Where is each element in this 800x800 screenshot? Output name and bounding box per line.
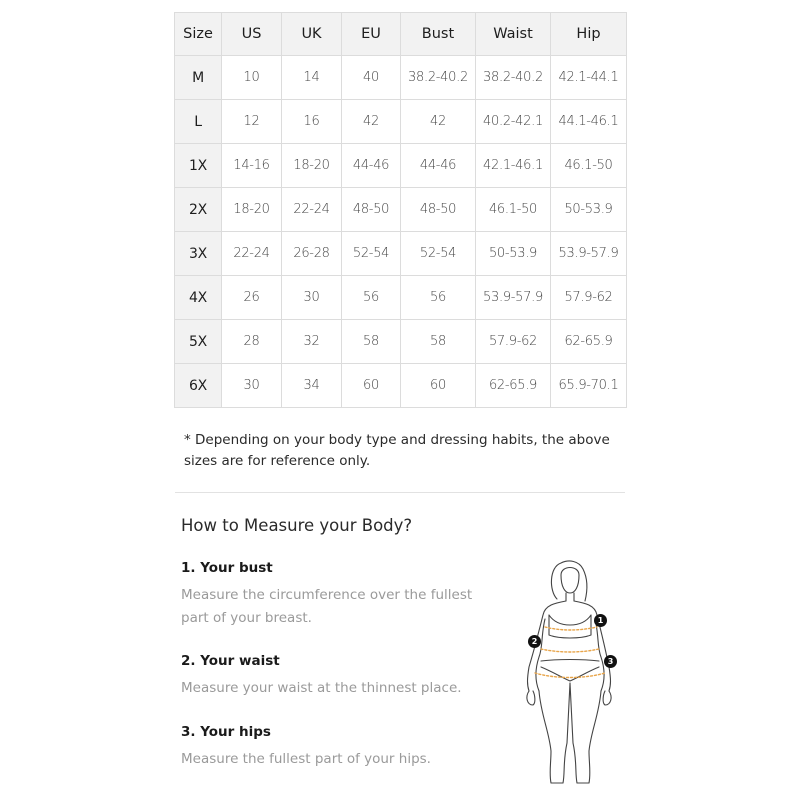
header-bust: Bust bbox=[401, 13, 476, 56]
table-cell: 62-65.9 bbox=[476, 364, 551, 408]
table-cell: 46.1-50 bbox=[476, 188, 551, 232]
marker-bust: 1 bbox=[594, 614, 607, 627]
table-row bbox=[175, 364, 627, 408]
measure-guide-title: How to Measure your Body? bbox=[181, 516, 413, 535]
table-cell: 58 bbox=[401, 320, 476, 364]
size-label-cell: 5X bbox=[175, 320, 222, 364]
header-size: Size bbox=[175, 13, 222, 56]
table-row bbox=[175, 56, 627, 100]
table-cell: 26-28 bbox=[282, 232, 342, 276]
header-eu: EU bbox=[342, 13, 401, 56]
table-cell: 50-53.9 bbox=[551, 188, 627, 232]
table-cell: 52-54 bbox=[342, 232, 401, 276]
table-cell: 32 bbox=[282, 320, 342, 364]
table-cell: 26 bbox=[222, 276, 282, 320]
table-cell: 60 bbox=[342, 364, 401, 408]
size-label-cell: 6X bbox=[175, 364, 222, 408]
table-cell: 53.9-57.9 bbox=[476, 276, 551, 320]
step-description: Measure your waist at the thinnest place. bbox=[181, 680, 462, 696]
step-description: Measure the fullest part of your hips. bbox=[181, 751, 431, 767]
table-row bbox=[175, 320, 627, 364]
table-cell: 65.9-70.1 bbox=[551, 364, 627, 408]
table-cell: 16 bbox=[282, 100, 342, 144]
table-cell: 34 bbox=[282, 364, 342, 408]
table-cell: 56 bbox=[401, 276, 476, 320]
table-row bbox=[175, 188, 627, 232]
table-cell: 42 bbox=[401, 100, 476, 144]
body-measurement-figure bbox=[505, 555, 635, 795]
body-outline-icon bbox=[505, 555, 635, 795]
table-cell: 46.1-50 bbox=[551, 144, 627, 188]
table-cell: 38.2-40.2 bbox=[476, 56, 551, 100]
table-cell: 42.1-44.1 bbox=[551, 56, 627, 100]
step-waist bbox=[181, 653, 501, 700]
table-row bbox=[175, 144, 627, 188]
table-cell: 44.1-46.1 bbox=[551, 100, 627, 144]
table-cell: 57.9-62 bbox=[476, 320, 551, 364]
step-title: 2. Your waist bbox=[181, 653, 280, 669]
table-cell: 56 bbox=[342, 276, 401, 320]
table-cell: 57.9-62 bbox=[551, 276, 627, 320]
table-cell: 38.2-40.2 bbox=[401, 56, 476, 100]
header-us: US bbox=[222, 13, 282, 56]
table-cell: 44-46 bbox=[401, 144, 476, 188]
header-hip: Hip bbox=[551, 13, 627, 56]
size-chart-table bbox=[174, 12, 627, 408]
table-cell: 42 bbox=[342, 100, 401, 144]
step-title: 3. Your hips bbox=[181, 724, 271, 740]
table-cell: 50-53.9 bbox=[476, 232, 551, 276]
table-cell: 62-65.9 bbox=[551, 320, 627, 364]
table-cell: 12 bbox=[222, 100, 282, 144]
table-cell: 14 bbox=[282, 56, 342, 100]
table-cell: 18-20 bbox=[222, 188, 282, 232]
table-cell: 58 bbox=[342, 320, 401, 364]
table-cell: 22-24 bbox=[282, 188, 342, 232]
table-cell: 60 bbox=[401, 364, 476, 408]
table-cell: 22-24 bbox=[222, 232, 282, 276]
header-uk: UK bbox=[282, 13, 342, 56]
size-label-cell: 4X bbox=[175, 276, 222, 320]
table-cell: 30 bbox=[282, 276, 342, 320]
size-label-cell: 3X bbox=[175, 232, 222, 276]
table-cell: 30 bbox=[222, 364, 282, 408]
table-cell: 48-50 bbox=[401, 188, 476, 232]
table-cell: 14-16 bbox=[222, 144, 282, 188]
table-row bbox=[175, 100, 627, 144]
table-row bbox=[175, 232, 627, 276]
table-header-row bbox=[175, 13, 627, 56]
reference-note: * Depending on your body type and dressing habits, the above sizes are for reference only. bbox=[184, 432, 610, 469]
size-label-cell: 2X bbox=[175, 188, 222, 232]
size-label-cell: 1X bbox=[175, 144, 222, 188]
table-cell: 10 bbox=[222, 56, 282, 100]
step-description: Measure the circumference over the fullest part of your breast. bbox=[181, 587, 473, 626]
table-cell: 44-46 bbox=[342, 144, 401, 188]
table-cell: 53.9-57.9 bbox=[551, 232, 627, 276]
table-cell: 52-54 bbox=[401, 232, 476, 276]
table-row bbox=[175, 276, 627, 320]
marker-hips: 3 bbox=[604, 655, 617, 668]
table-cell: 48-50 bbox=[342, 188, 401, 232]
table-cell: 18-20 bbox=[282, 144, 342, 188]
size-label-cell: L bbox=[175, 100, 222, 144]
marker-waist: 2 bbox=[528, 635, 541, 648]
header-waist: Waist bbox=[476, 13, 551, 56]
divider bbox=[175, 492, 625, 493]
table-cell: 42.1-46.1 bbox=[476, 144, 551, 188]
step-hips bbox=[181, 724, 501, 771]
size-label-cell: M bbox=[175, 56, 222, 100]
table-cell: 28 bbox=[222, 320, 282, 364]
step-title: 1. Your bust bbox=[181, 560, 273, 576]
table-cell: 40 bbox=[342, 56, 401, 100]
table-cell: 40.2-42.1 bbox=[476, 100, 551, 144]
step-bust bbox=[181, 560, 501, 630]
